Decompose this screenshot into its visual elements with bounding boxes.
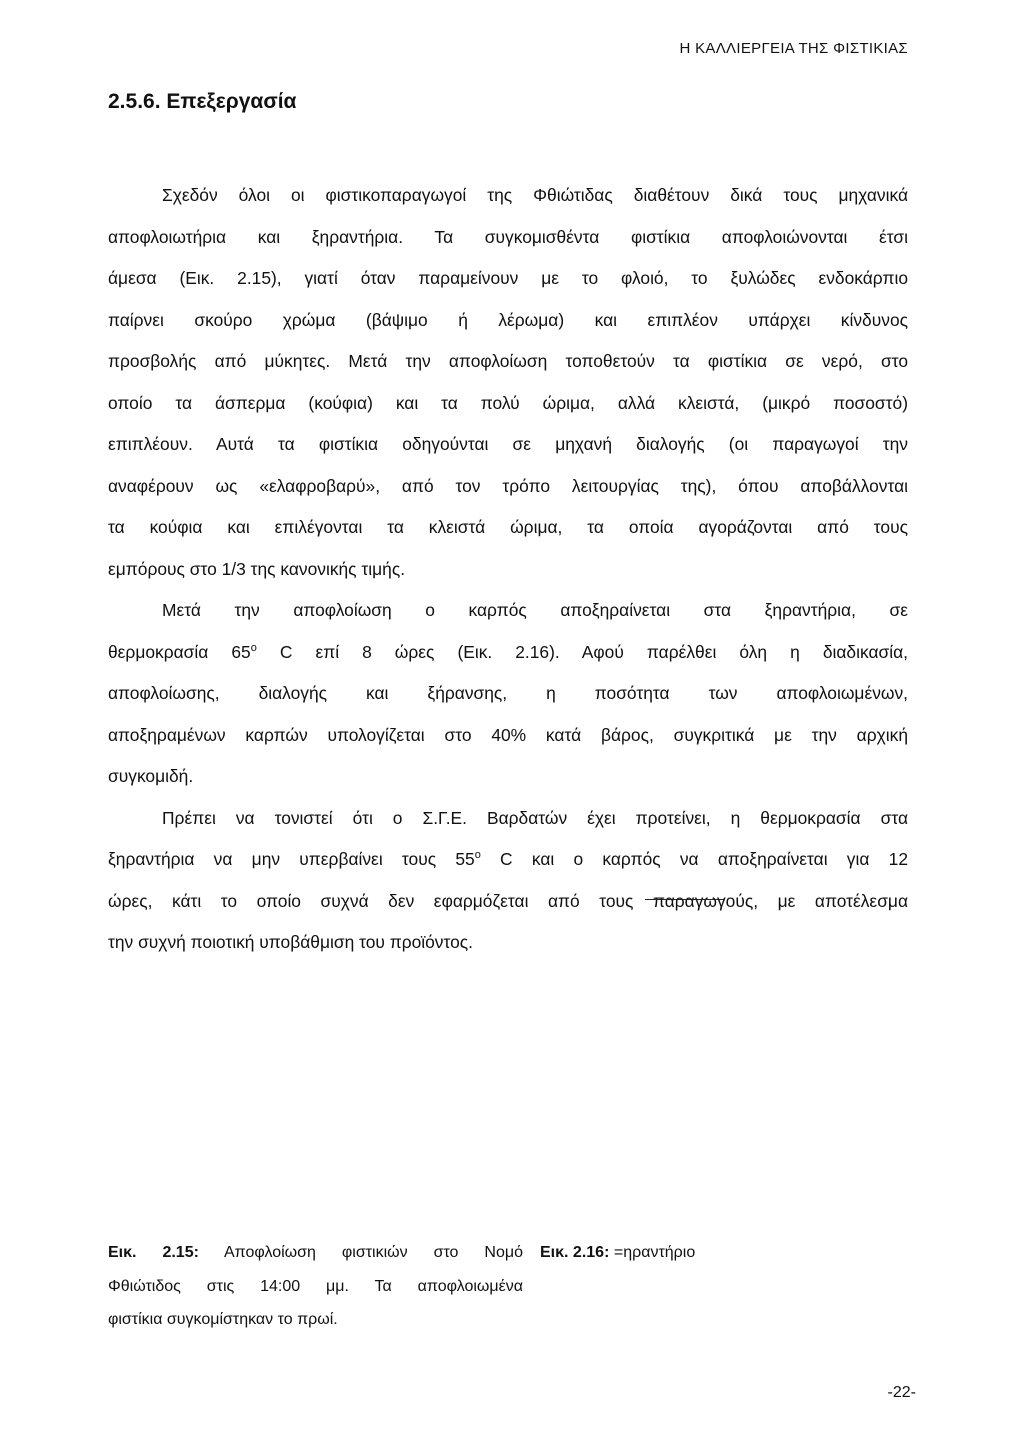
body-line: [108, 632, 908, 674]
text-span: ξηραντήρια να μην υπερβαίνει τους 55: [108, 849, 475, 869]
degree-symbol: ο: [250, 641, 257, 654]
caption-label: Εικ. 2.15:: [108, 1244, 199, 1261]
body-line: τα κούφια και επιλέγονται τα κλειστά ώριμα, τα οποία αγοράζονται από τους: [108, 517, 908, 537]
body-line: αναφέρουν ως «ελαφροβαρύ», από τον τρόπο λειτουργίας της), όπου αποβάλλονται: [108, 475, 908, 496]
caption-label: Εικ. 2.16:: [540, 1244, 610, 1261]
caption-line: φιστίκια συγκομίστηκαν το πρωί.: [108, 1311, 338, 1328]
caption-text: =ηραντήριο: [609, 1244, 696, 1261]
body-line: αποξηραμένων καρπών υπολογίζεται στο 40% κατά βάρος, συγκριτικά με την αρχική: [108, 724, 908, 745]
text-span: θερμοκρασία 65: [108, 641, 251, 662]
body-line: προσβολής από μύκητες. Μετά την αποφλοίωση τοποθετούν τα φιστίκια σε νερό, στο: [108, 351, 908, 371]
running-header: Η ΚΑΛΛΙΕΡΓΕΙΑ ΤΗΣ ΦΙΣΤΙΚΙΑΣ: [679, 40, 908, 57]
text-span: C επί 8 ώρες (Εικ. 2.16). Αφού παρέλθει όλη η διαδικασία,: [256, 641, 908, 662]
body-line: Σχεδόν όλοι οι φιστικοπαραγωγοί της Φθιώτιδας διαθέτουν δικά τους μηχανικά: [162, 185, 908, 205]
section-heading: 2.5.6. Επεξεργασία: [108, 90, 297, 113]
body-line: Πρέπει να τονιστεί ότι ο Σ.Γ.Ε. Βαρδατών έχει προτείνει, η θερμοκρασία στα: [162, 807, 908, 828]
body-line: αποφλοίωσης, διαλογής και ξήρανσης, η ποσότητα των αποφλοιωμένων,: [108, 683, 908, 703]
figure-caption-2-15: [108, 1236, 523, 1337]
body-line: άμεσα (Εικ. 2.15), γιατί όταν παραμείνουν με το φλοιό, το ξυλώδες ενδοκάρπιο: [108, 268, 908, 288]
body-line: την συχνή ποιοτική υποβάθμιση του προϊόντος.: [108, 932, 474, 952]
caption-line: [108, 1236, 523, 1270]
body-line: Μετά την αποφλοίωση ο καρπός αποξηραίνεται στα ξηραντήρια, σε: [162, 600, 908, 620]
degree-symbol: ο: [474, 849, 481, 862]
body-line: ώρες, κάτι το οποίο συχνά δεν εφαρμόζεται από τους παραγωγούς, με αποτέλεσμα: [108, 890, 908, 911]
body-line: εμπόρους στο 1/3 της κανονικής τιμής.: [108, 558, 406, 579]
body-line: οποίο τα άσπερμα (κούφια) και τα πολύ ώριμα, αλλά κλειστά, (μικρό ποσοστό): [108, 392, 908, 413]
body-line: αποφλοιωτήρια και ξηραντήρια. Τα συγκομισθέντα φιστίκια αποφλοιώνονται έτσι: [108, 226, 908, 247]
separator-rule: [645, 899, 725, 900]
body-line: συγκομιδή.: [108, 766, 194, 786]
page-number: -22-: [887, 1384, 916, 1401]
text-span: C και ο καρπός να αποξηραίνεται για 12: [480, 849, 908, 869]
figure-caption-2-16: [540, 1236, 840, 1270]
body-line: [108, 839, 908, 881]
body-text: [108, 175, 908, 964]
caption-line: Φθιώτιδος στις 14:00 μμ. Τα αποφλοιωμένα: [108, 1277, 523, 1295]
body-line: επιπλέουν. Αυτά τα φιστίκια οδηγούνται σε μηχανή διαλογής (οι παραγωγοί την: [108, 434, 908, 454]
caption-line: [540, 1236, 840, 1270]
caption-text: Αποφλοίωση φιστικιών στο Νομό: [198, 1244, 523, 1261]
body-line: παίρνει σκούρο χρώμα (βάψιμο ή λέρωμα) και επιπλέον υπάρχει κίνδυνος: [108, 309, 908, 330]
